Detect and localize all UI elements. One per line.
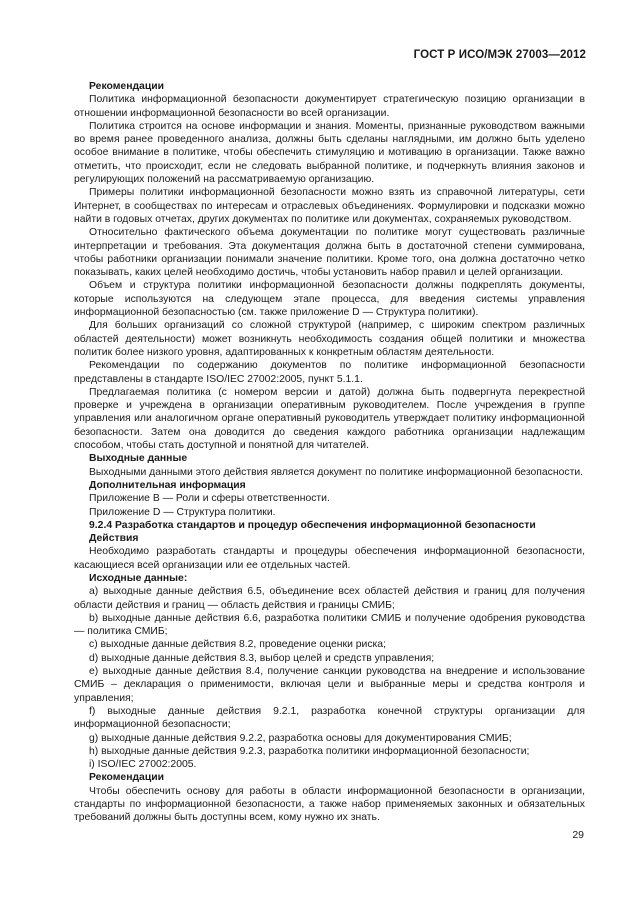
list-item: а) выходные данные действия 6.5, объединение всех областей действия и границ для получения области действия и границ — область действия и границы СМИБ;	[74, 586, 585, 611]
heading-output: Выходные данные	[89, 453, 188, 465]
annex-reference: Приложение D — Структура политики.	[89, 506, 276, 518]
paragraph: Рекомендации по содержанию документов по политике информационной безопасности представлены в стандарте ISO/IEC 27002:2005, пункт 5.1.1.	[74, 360, 585, 385]
list-item: f) выходные данные действия 9.2.1, разработка конечной структуры организации для информационной безопасности;	[74, 705, 585, 731]
paragraph: Для больших организаций со сложной структурой (например, с широким спектром различных областей деятельности) может возникнуть необходимость создания общей политики и множества политик более низкого уровня, адаптированных к конкретным областям деятельности.	[74, 320, 585, 358]
list-item: h) выходные данные действия 9.2.3, разработка политики информационной безопасности;	[89, 745, 530, 757]
paragraph: Политика строится на основе информации и знания. Моменты, признанные руководством важными во время ранее проведенного анализа, должны быть сделаны наглядными, им должно быть уделено особое внимание в политике, чтобы обеспечить стимуляцию и мотивацию в организации. Также важно отметить, что происходит, если не следовать выбранной политике, и подчеркнуть влияния законов и регулирующих положений на рассматриваемую организацию.	[74, 120, 585, 186]
paragraph: Политика информационной безопасности документирует стратегическую позицию организации в отношении информационной безопасности во всей организации.	[74, 94, 585, 119]
list-item: i) ISO/IEC 27002:2005.	[89, 759, 197, 771]
paragraph: Объем и структура политики информационной безопасности должны подкреплять документы, которые используются на следующем этапе процесса, для введения системы управления информационной безопасностью (см. также приложение D — Структура политики).	[74, 280, 585, 319]
heading-recommendations: Рекомендации	[89, 81, 165, 92]
list-item: g) выходные данные действия 9.2.2, разработка основы для документирования СМИБ;	[89, 732, 512, 744]
list-item: e) выходные данные действия 8.4, получение санкции руководства на внедрение и использование СМИБ – декларация о применимости, включая цели и выбранные меры и средства контроля и управления;	[74, 666, 585, 704]
paragraph: Примеры политики информационной безопасности можно взять из справочной литературы, сети Интернет, в сообществах по интересам и отраслевых объединениях. Формулировки и подсказки можно найти в годовых отчетах, других документах по политике или документах, сохраняемых руководством.	[74, 187, 585, 225]
annex-reference: Приложение В — Роли и сферы ответственности.	[89, 493, 330, 505]
paragraph: Выходными данными этого действия является документ по политике информационной безопасности.	[89, 466, 584, 478]
paragraph: Относительно фактического объема документации по политике могут существовать различные интерпретации и требования. Эта документация должна быть в достаточной степени суммирована, чтобы работники организации понимали значение политики. Кроме того, она должна достаточно четко показывать, каких целей необходимо достичь, чтобы установить набор правил и целей организации.	[74, 227, 585, 279]
page-number: 29	[572, 829, 584, 841]
list-item: b) выходные данные действия 6.6, разработка политики СМИБ и получение одобрения руководства — политика СМИБ;	[74, 612, 585, 638]
list-item: c) выходные данные действия 8.2, проведение оценки риска;	[89, 639, 386, 651]
heading-recommendations: Рекомендации	[89, 772, 165, 784]
standard-header: ГОСТ Р ИСО/МЭК 27003—2012	[413, 49, 586, 61]
heading-additional-info: Дополнительная информация	[89, 479, 246, 491]
paragraph: Предлагаемая политика (с номером версии и датой) должна быть подвергнута перекрестной проверке и учреждена в организации оперативным руководителем. После учреждения в группе управления или аналогичном органе оперативный руководитель утверждает политику информационной безопасности. Затем она доводится до сведения каждого работника организации надлежащим способом, чтобы стать доступной и понятной для читателей.	[74, 386, 585, 452]
heading-actions: Действия	[89, 533, 139, 545]
list-item: d) выходные данные действия 8.3, выбор целей и средств управления;	[89, 652, 435, 664]
page-body	[74, 80, 585, 825]
heading-input-data: Исходные данные:	[89, 572, 188, 584]
section-heading: 9.2.4 Разработка стандартов и процедур обеспечения информационной безопасности	[89, 519, 536, 531]
paragraph: Необходимо разработать стандарты и процедуры обеспечения информационной безопасности, касающиеся всей организации или ее отдельных частей.	[74, 546, 585, 571]
paragraph: Чтобы обеспечить основу для работы в области информационной безопасности в организации, стандарты по информационной безопасности, а также набор применяемых законных и обязательных требований должны быть доступны всем, кому нужно их знать.	[74, 785, 585, 824]
